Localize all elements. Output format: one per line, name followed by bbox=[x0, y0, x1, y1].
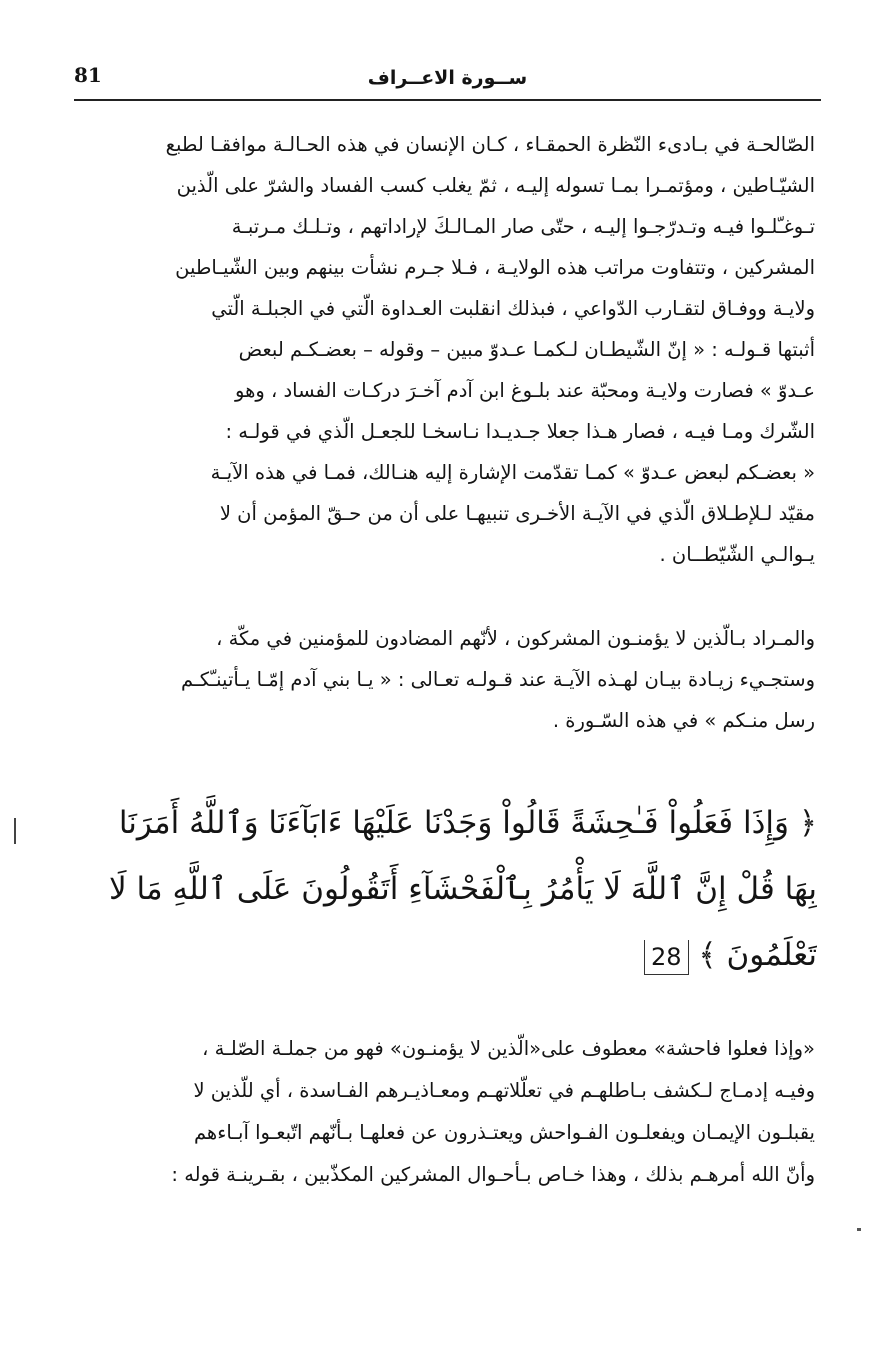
text-line: والمـراد بـالّذين لا يؤمنـون المشركون ، لأنّهم المضادون للمؤمنين في مكّة ، bbox=[216, 627, 815, 650]
text-line: يقبلـون الإيمـان ويفعلـون الفـواحش ويعتـذرون عن فعلهـا بـأنّهم اتّبعـوا آبـاءهم bbox=[193, 1121, 815, 1144]
surah-title: ســورة الاعــراف bbox=[367, 67, 528, 89]
text-line: «وإذا فعلوا فاحشة» معطوف على«الّذين لا يؤمنـون» فهو من جملـة الصّلـة ، bbox=[202, 1037, 815, 1060]
text-line: « بعضـكم لبعض عـدوّ » كمـا تقدّمت الإشارة إليه هنـالك، فمـا في هذه الآيـة bbox=[210, 461, 815, 484]
verse-line-last bbox=[66, 922, 817, 988]
scan-mark bbox=[857, 1228, 861, 1231]
text-line: الصّالحـة في بـادىء النّظرة الحمقـاء ، كـان الإنسان في هذه الحـالـة موافقـا لطبع bbox=[165, 133, 815, 156]
text-line: المشركين ، وتتفاوت مراتب هذه الولايـة ، فـلا جـرم نشأت بينهم وبين الشّيـاطين bbox=[175, 256, 815, 279]
text-line: ولايـة ووفـاق لتقـارب الدّواعي ، فبذلك انقلبت العـداوة الّتي في الجبلـة الّتي bbox=[211, 297, 815, 320]
text-line: تـوغـّلـوا فيـه وتـدرّجـوا إليـه ، حتّى صار المـالـكَ لإراداتهم ، وتـلـك مـرتبـة bbox=[231, 215, 815, 238]
text-line: وفيـه إدمـاج لـكشف بـاطلهـم في تعلّلاتهـم ومعـاذيـرهم الفـاسدة ، أي للّذين لا bbox=[193, 1079, 815, 1102]
text-line: عـدوّ » فصارت ولايـة ومحبّة عند بلـوغ ابن آدم آخـرَ دركـات الفساد ، وهو bbox=[235, 379, 815, 402]
text-line: رسل منـكم » في هذه السّـورة . bbox=[552, 709, 815, 732]
quran-verse bbox=[66, 790, 817, 988]
verse-text: تَعْلَمُونَ ﴾ bbox=[698, 937, 817, 973]
text-line: الشيّـاطين ، ومؤتمـرا بمـا تسوله إليـه ، ثمّ يغلب كسب الفساد والشرّ على الّذين bbox=[176, 174, 815, 197]
commentary-paragraph-1 bbox=[70, 124, 815, 575]
commentary-paragraph-2 bbox=[70, 618, 815, 741]
text-line: يـوالـي الشّيّطــان . bbox=[659, 543, 815, 566]
verse-line: ﴿ وَإِذَا فَعَلُواْ فَـٰحِشَةً قَالُواْ وَجَدْنَا عَلَيْهَا ءَابَآءَنَا وَٱللَّهُ أَمَرَنَا bbox=[118, 805, 817, 841]
verse-line: بِهَا قُلْ إِنَّ ٱللَّهَ لَا يَأْمُرُ بِٱلْفَحْشَآءِ أَتَقُولُونَ عَلَى ٱللَّهِ مَا لَا bbox=[109, 871, 817, 907]
text-line: وأنّ الله أمرهـم بذلك ، وهذا خـاص بـأحـوال المشركين المكذّبين ، بقـرينـة قوله : bbox=[171, 1163, 815, 1186]
page-header bbox=[74, 55, 821, 101]
text-line: مقيّد لـلإطـلاق الّذي في الآيـة الأخـرى تنبيهـا على أن من حـقّ المؤمن أن لا bbox=[219, 502, 815, 525]
text-line: أثبتها قـولـه : « إنّ الشّيطـان لـكمـا عـدوّ مبين – وقوله – بعضـكـم لبعض bbox=[238, 338, 815, 361]
text-line: وستجـيء زيـادة بيـان لهـذه الآيـة عند قـولـه تعـالى : « يـا بني آدم إمّـا يـأتينـّكـم bbox=[181, 668, 815, 691]
text-line: الشّرك ومـا فيـه ، فصار هـذا جعلا جـديـدا نـاسخـا للجعـل الّذي في قولـه : bbox=[225, 420, 815, 443]
page-number: 81 bbox=[74, 63, 102, 87]
verse-number: 28 bbox=[644, 940, 689, 975]
commentary-paragraph-3 bbox=[70, 1028, 815, 1196]
margin-mark bbox=[14, 818, 16, 844]
